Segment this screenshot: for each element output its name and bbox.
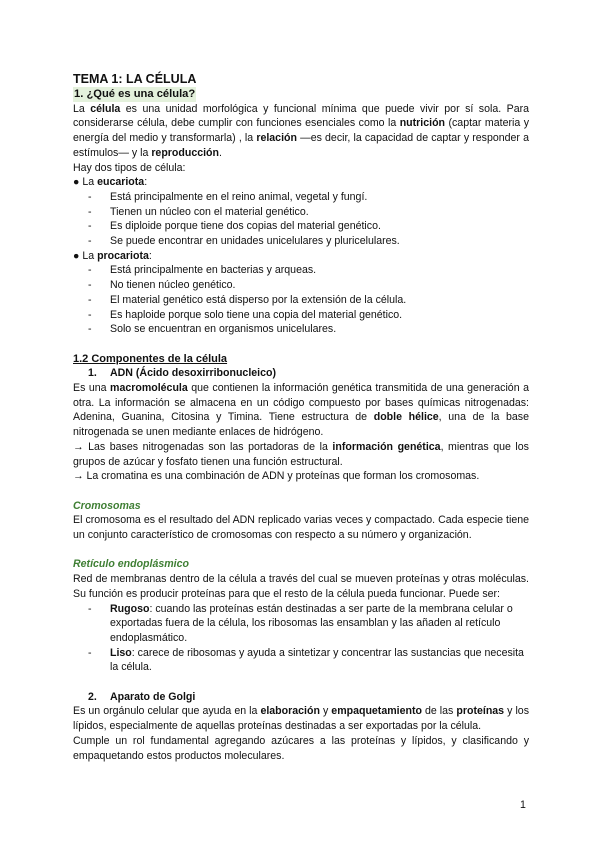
list-item: - Tienen un núcleo con el material genético. bbox=[88, 205, 529, 220]
section-heading-componentes: 1.2 Componentes de la célula bbox=[73, 352, 228, 365]
adn-paragraph: Es una macromolécula que contienen la información genética transmitida de una generación a otra. La información se almacena en un código compuesto por bases químicas nitrogenadas: Adenina, Guanina, Citosina y Timina. Tiene estructura de doble hélice, una de la base nitrogenada se unen mediante enlaces de hidrógeno. bbox=[73, 382, 529, 439]
list-item: - Rugoso: cuando las proteínas están destinadas a ser parte de la membrana celular o exportadas fuera de la célula, los ribosomas las ensamblan y las añaden al retículo endoplasmático. bbox=[88, 602, 529, 646]
eucariota-heading: ● La eucariota: bbox=[73, 176, 148, 189]
list-item: - Está principalmente en bacterias y arqueas. bbox=[88, 263, 529, 278]
adn-heading: 1. ADN (Ácido desoxirribonucleico) bbox=[88, 367, 276, 380]
list-item: - Se puede encontrar en unidades unicelulares y pluricelulares. bbox=[88, 234, 529, 249]
list-item: - Es diploide porque tiene dos copias del material genético. bbox=[88, 219, 529, 234]
list-item: - Solo se encuentran en organismos unicelulares. bbox=[88, 322, 529, 337]
list-item: - El material genético está disperso por la extensión de la célula. bbox=[88, 293, 529, 308]
procariota-heading: ● La procariota: bbox=[73, 249, 152, 262]
document-page bbox=[73, 71, 529, 763]
adn-arrow-note-2: → La cromatina es una combinación de ADN y proteínas que forman los cromosomas. bbox=[73, 470, 480, 483]
reticulo-list bbox=[73, 602, 529, 676]
list-item: - No tienen núcleo genético. bbox=[88, 278, 529, 293]
list-item: - Está principalmente en el reino animal, vegetal y fungí. bbox=[88, 190, 529, 205]
procariota-list bbox=[73, 263, 529, 337]
reticulo-paragraph: Red de membranas dentro de la célula a través del cual se mueven proteínas y otras moléculas. Su función es producir proteínas para que el resto de la célula pueda funcionar. Puede ser: bbox=[73, 573, 529, 600]
list-item: - Es haploide porque solo tiene una copia del material genético. bbox=[88, 308, 529, 323]
cromosomas-paragraph: El cromosoma es el resultado del ADN replicado varias veces y compactado. Cada especie tiene un conjunto característico de cromosomas con respecto a su número y organización. bbox=[73, 514, 529, 542]
golgi-heading: 2. Aparato de Golgi bbox=[88, 690, 196, 703]
golgi-paragraph: Es un orgánulo celular que ayuda en la elaboración y empaquetamiento de las proteínas y los lípidos, especialmente de aquellas proteínas destinadas a ser exportadas por la célula. bbox=[73, 705, 529, 733]
intro-paragraph: La célula es una unidad morfológica y funcional mínima que puede vivir por sí sola. Para considerarse célula, debe cumplir con funciones esenciales como la nutrición (captar materia y energía del medio y transformarla) , la relación —es decir, la capacidad de captar y responder a estímulos— y la reproducción. bbox=[73, 102, 530, 159]
section-heading-que-es: 1. ¿Qué es una célula? bbox=[74, 88, 196, 100]
document-title: TEMA 1: LA CÉLULA bbox=[73, 72, 197, 86]
cromosomas-heading: Cromosomas bbox=[73, 499, 141, 512]
reticulo-heading: Retículo endoplásmico bbox=[73, 558, 189, 571]
types-lead: Hay dos tipos de célula: bbox=[73, 161, 186, 174]
adn-arrow-note-1: → Las bases nitrogenadas son las portadoras de la información genética, mientras que los grupos de azúcar y fosfato tienen una función estructural. bbox=[73, 440, 529, 468]
page-number: 1 bbox=[520, 799, 526, 811]
list-item: - Liso: carece de ribosomas y ayuda a sintetizar y concentrar las sustancias que necesita la célula. bbox=[88, 646, 529, 675]
eucariota-list bbox=[73, 190, 529, 249]
golgi-paragraph-2: Cumple un rol fundamental agregando azúcares a las proteínas y lípidos, y clasificando y empaquetando estos productos moleculares. bbox=[73, 734, 529, 762]
